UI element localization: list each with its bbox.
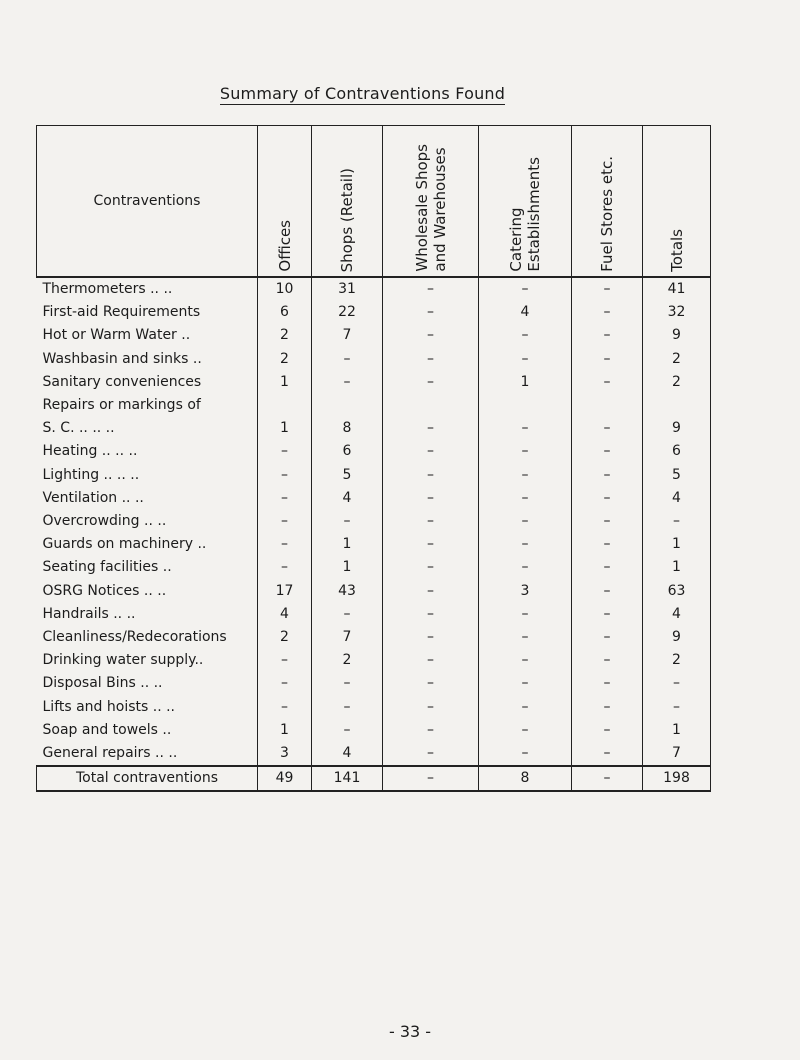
- value-cell: –: [572, 533, 643, 556]
- value-cell: 2: [258, 626, 312, 649]
- value-cell: 6: [258, 301, 312, 324]
- header-offices: Offices: [258, 126, 312, 278]
- header-wholesale: Wholesale Shops and Warehouses: [383, 126, 479, 278]
- value-cell: –: [572, 277, 643, 301]
- value-cell: 2: [643, 649, 711, 672]
- value-cell: –: [479, 324, 572, 347]
- value-cell: –: [383, 510, 479, 533]
- row-label: Cleanliness/Redecorations: [42, 629, 227, 646]
- table-row: [37, 394, 711, 417]
- value-cell: –: [383, 371, 479, 394]
- value-cell: –: [479, 556, 572, 579]
- value-cell: –: [383, 626, 479, 649]
- value-cell: 9: [643, 626, 711, 649]
- value-cell: 1: [258, 417, 312, 440]
- value-cell: –: [258, 487, 312, 510]
- value-cell: –: [479, 440, 572, 463]
- value-cell: 63: [643, 580, 711, 603]
- value-cell: –: [572, 719, 643, 742]
- value-cell: –: [572, 672, 643, 695]
- table-row: [37, 696, 711, 719]
- contraventions-table: [36, 125, 711, 792]
- table-row: [37, 301, 711, 324]
- value-cell: –: [572, 301, 643, 324]
- value-cell: –: [383, 742, 479, 766]
- empty-cell: [383, 394, 479, 417]
- row-label: Heating .. .. ..: [42, 443, 138, 460]
- value-cell: –: [258, 649, 312, 672]
- empty-cell: [258, 394, 312, 417]
- value-cell: 5: [312, 464, 383, 487]
- value-cell: –: [479, 649, 572, 672]
- value-cell: 4: [643, 603, 711, 626]
- value-cell: –: [312, 510, 383, 533]
- value-cell: –: [258, 440, 312, 463]
- value-cell: –: [383, 696, 479, 719]
- value-cell: –: [479, 277, 572, 301]
- value-cell: –: [383, 417, 479, 440]
- value-cell: –: [383, 603, 479, 626]
- page-title: Summary of Contraventions Found: [219, 84, 506, 103]
- total-row: [37, 766, 711, 791]
- value-cell: 6: [312, 440, 383, 463]
- row-label: Guards on machinery ..: [42, 536, 207, 553]
- total-value-cell: 198: [643, 766, 711, 791]
- value-cell: 1: [258, 371, 312, 394]
- value-cell: 4: [643, 487, 711, 510]
- value-cell: –: [383, 533, 479, 556]
- table-row: [37, 277, 711, 301]
- value-cell: –: [643, 672, 711, 695]
- value-cell: –: [258, 510, 312, 533]
- empty-cell: [643, 394, 711, 417]
- value-cell: –: [479, 742, 572, 766]
- table-row: [37, 556, 711, 579]
- value-cell: 1: [312, 556, 383, 579]
- value-cell: –: [479, 487, 572, 510]
- table-row: [37, 464, 711, 487]
- table-row: [37, 742, 711, 766]
- value-cell: –: [383, 649, 479, 672]
- table-row: [37, 719, 711, 742]
- value-cell: –: [479, 626, 572, 649]
- table-row: [37, 580, 711, 603]
- row-label: Soap and towels ..: [42, 721, 172, 738]
- value-cell: –: [479, 719, 572, 742]
- row-label: First-aid Requirements: [42, 304, 201, 321]
- value-cell: 41: [643, 277, 711, 301]
- row-label: Washbasin and sinks ..: [42, 350, 202, 367]
- row-label: Overcrowding .. ..: [42, 513, 167, 530]
- header-contraventions: Contraventions: [37, 126, 258, 278]
- table-row: [37, 348, 711, 371]
- total-value-cell: –: [383, 766, 479, 791]
- value-cell: 7: [643, 742, 711, 766]
- row-label: S. C. .. .. ..: [42, 420, 115, 437]
- value-cell: –: [479, 348, 572, 371]
- row-label: Sanitary conveniences: [42, 373, 202, 390]
- value-cell: –: [572, 603, 643, 626]
- value-cell: –: [383, 487, 479, 510]
- value-cell: 2: [643, 371, 711, 394]
- row-label: Thermometers .. ..: [42, 281, 173, 297]
- value-cell: –: [479, 533, 572, 556]
- value-cell: 2: [312, 649, 383, 672]
- value-cell: –: [383, 277, 479, 301]
- table-row: [37, 440, 711, 463]
- header-row: [37, 126, 711, 278]
- value-cell: –: [643, 510, 711, 533]
- value-cell: 2: [258, 348, 312, 371]
- value-cell: 4: [312, 487, 383, 510]
- value-cell: –: [258, 672, 312, 695]
- value-cell: –: [572, 348, 643, 371]
- value-cell: –: [383, 719, 479, 742]
- value-cell: –: [572, 556, 643, 579]
- value-cell: 22: [312, 301, 383, 324]
- value-cell: –: [258, 464, 312, 487]
- value-cell: 1: [643, 556, 711, 579]
- value-cell: –: [383, 348, 479, 371]
- value-cell: 1: [312, 533, 383, 556]
- value-cell: –: [312, 672, 383, 695]
- value-cell: –: [383, 301, 479, 324]
- value-cell: –: [572, 440, 643, 463]
- total-value-cell: –: [572, 766, 643, 791]
- value-cell: –: [479, 464, 572, 487]
- row-label: Seating facilities ..: [42, 559, 172, 576]
- value-cell: –: [312, 348, 383, 371]
- value-cell: –: [572, 464, 643, 487]
- row-label: Ventilation .. ..: [42, 489, 144, 506]
- total-value-cell: 141: [312, 766, 383, 791]
- table-row: [37, 487, 711, 510]
- value-cell: 9: [643, 324, 711, 347]
- value-cell: –: [479, 603, 572, 626]
- value-cell: 17: [258, 580, 312, 603]
- value-cell: –: [312, 696, 383, 719]
- value-cell: –: [312, 371, 383, 394]
- value-cell: 43: [312, 580, 383, 603]
- empty-cell: [312, 394, 383, 417]
- table-row: [37, 417, 711, 440]
- value-cell: –: [312, 603, 383, 626]
- value-cell: 3: [479, 580, 572, 603]
- value-cell: 2: [258, 324, 312, 347]
- row-label: Lifts and hoists .. ..: [42, 698, 176, 715]
- header-totals: Totals: [643, 126, 711, 278]
- row-label: OSRG Notices .. ..: [42, 582, 167, 599]
- table-row: [37, 649, 711, 672]
- value-cell: –: [479, 417, 572, 440]
- row-label: Lighting .. .. ..: [42, 466, 140, 483]
- value-cell: 1: [479, 371, 572, 394]
- table-row: [37, 324, 711, 347]
- value-cell: 1: [643, 533, 711, 556]
- value-cell: –: [572, 487, 643, 510]
- value-cell: –: [479, 696, 572, 719]
- row-label: Handrails .. ..: [42, 605, 136, 622]
- value-cell: 8: [312, 417, 383, 440]
- total-value-cell: 8: [479, 766, 572, 791]
- value-cell: –: [258, 556, 312, 579]
- header-shops-retail: Shops (Retail): [312, 126, 383, 278]
- value-cell: –: [479, 672, 572, 695]
- table-row: [37, 603, 711, 626]
- table-row: [37, 672, 711, 695]
- empty-cell: [572, 394, 643, 417]
- value-cell: –: [383, 580, 479, 603]
- value-cell: –: [479, 510, 572, 533]
- value-cell: 2: [643, 348, 711, 371]
- value-cell: –: [572, 371, 643, 394]
- total-label: Total contraventions: [37, 766, 258, 791]
- value-cell: –: [572, 580, 643, 603]
- value-cell: –: [383, 464, 479, 487]
- value-cell: 32: [643, 301, 711, 324]
- value-cell: 7: [312, 324, 383, 347]
- row-label: Disposal Bins .. ..: [42, 675, 163, 692]
- value-cell: –: [383, 556, 479, 579]
- value-cell: 5: [643, 464, 711, 487]
- value-cell: –: [572, 324, 643, 347]
- value-cell: 7: [312, 626, 383, 649]
- header-catering: Catering Establishments: [479, 126, 572, 278]
- page-number: - 33 -: [388, 1022, 432, 1041]
- value-cell: –: [383, 440, 479, 463]
- value-cell: 3: [258, 742, 312, 766]
- value-cell: 4: [312, 742, 383, 766]
- row-label: Repairs or markings of: [42, 397, 201, 414]
- table-row: [37, 510, 711, 533]
- value-cell: 9: [643, 417, 711, 440]
- value-cell: 4: [479, 301, 572, 324]
- value-cell: –: [258, 533, 312, 556]
- row-label: Drinking water supply..: [42, 652, 204, 669]
- total-value-cell: 49: [258, 766, 312, 791]
- value-cell: –: [383, 324, 479, 347]
- row-label: Hot or Warm Water ..: [42, 327, 191, 344]
- value-cell: 1: [258, 719, 312, 742]
- value-cell: 6: [643, 440, 711, 463]
- value-cell: –: [312, 719, 383, 742]
- value-cell: 1: [643, 719, 711, 742]
- value-cell: –: [572, 510, 643, 533]
- value-cell: 10: [258, 277, 312, 301]
- table-body: [37, 277, 711, 791]
- value-cell: –: [643, 696, 711, 719]
- value-cell: 31: [312, 277, 383, 301]
- value-cell: –: [572, 417, 643, 440]
- table-row: [37, 626, 711, 649]
- table-row: [37, 533, 711, 556]
- header-fuel-stores: Fuel Stores etc.: [572, 126, 643, 278]
- value-cell: –: [258, 696, 312, 719]
- table-row: [37, 371, 711, 394]
- value-cell: –: [572, 696, 643, 719]
- value-cell: –: [572, 742, 643, 766]
- value-cell: –: [572, 626, 643, 649]
- value-cell: 4: [258, 603, 312, 626]
- value-cell: –: [383, 672, 479, 695]
- value-cell: –: [572, 649, 643, 672]
- row-label: General repairs .. ..: [42, 745, 178, 762]
- empty-cell: [479, 394, 572, 417]
